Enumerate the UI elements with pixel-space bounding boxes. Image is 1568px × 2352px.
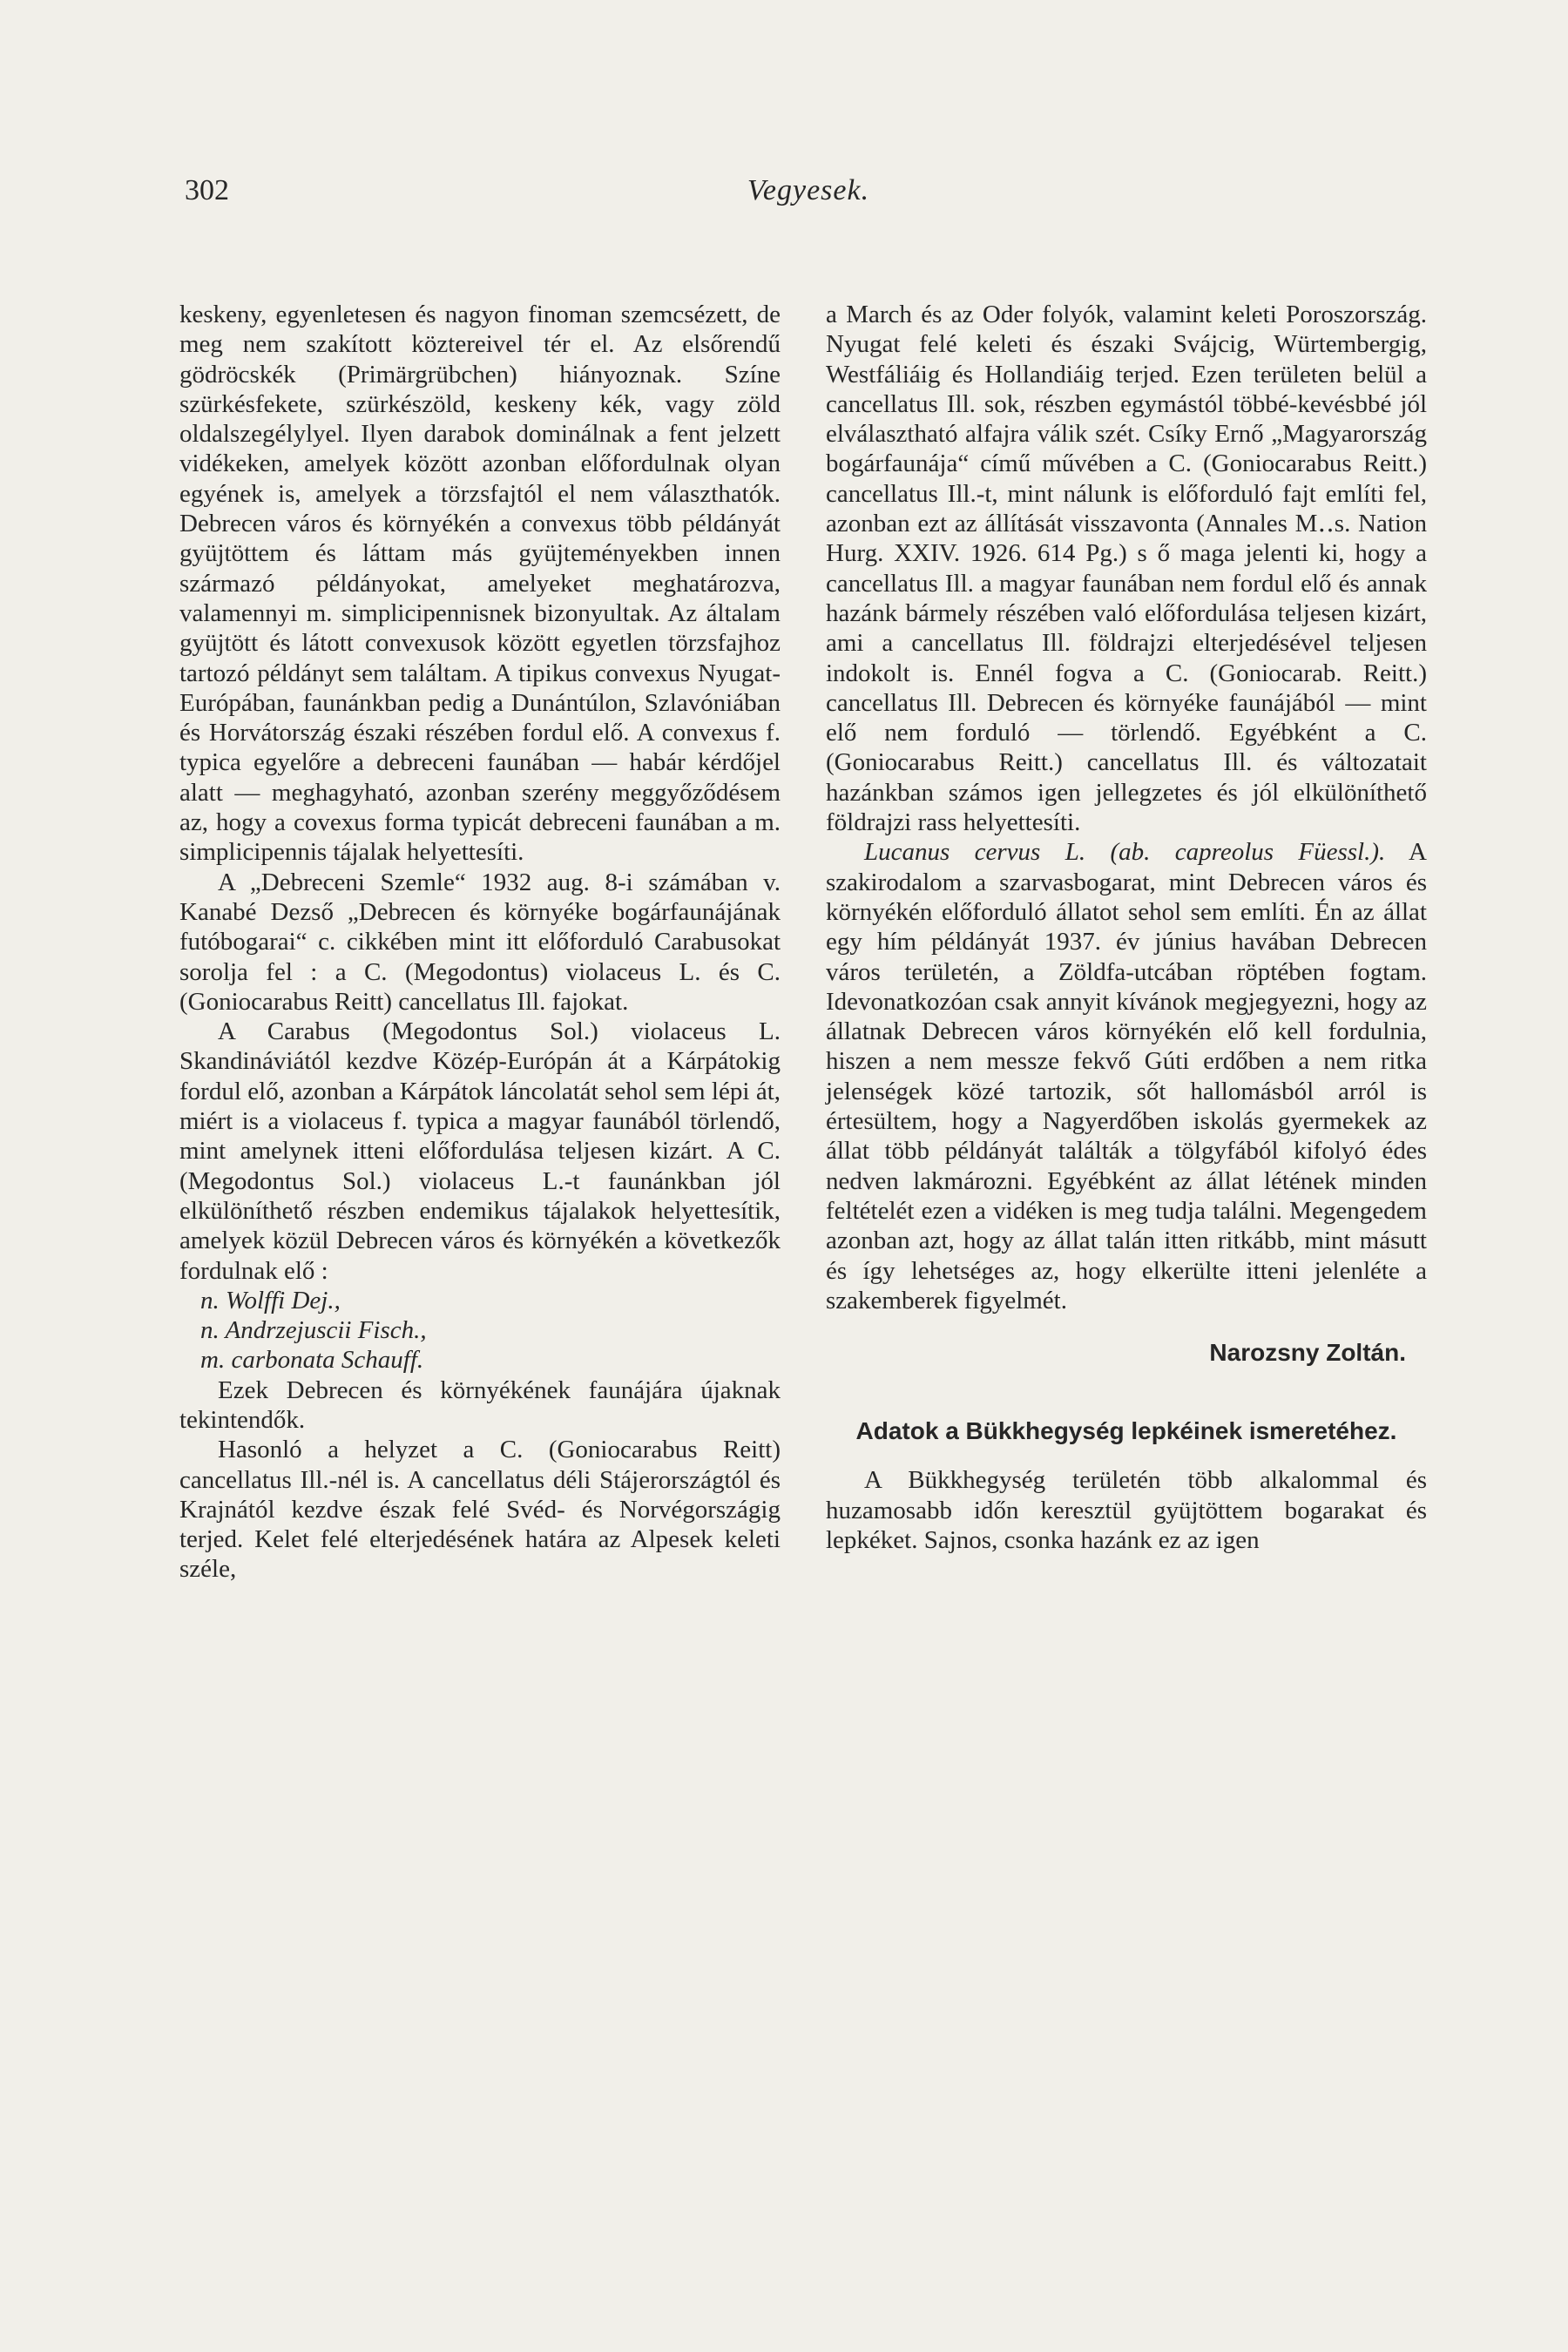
page-number: 302 (185, 174, 229, 206)
species-item: m. carbonata Schauff. (200, 1346, 424, 1375)
running-title: Vegyesek. (747, 174, 870, 206)
paragraph: a March és az Oder folyók, valamint keleti Poroszország. Nyugat felé keleti és északi Svájcig, Würtembergig, Westfáliáig és Hollandiáig terjed. Ezen területen belül a cancellatus Ill. sok, részben egymástól többé-kevésbbé jól elválasztható alfajra válik szét. Csíky Ernő „Magyarország bogárfaunája“ című művében a C. (Goniocarabus Reitt.) cancellatus Ill.-t, mint nálunk is előforduló fajt említi fel, azonban ezt az állítását visszavonta (Annales M‥s. Nation Hurg. XXIV. 1926. 614 Pg.) s ő maga jelenti ki, hogy a cancellatus Ill. a magyar faunában nem fordul elő és annak hazánk bármely részében való előfordulása teljesen kizárt, ami a cancellatus Ill. földrajzi elterjedésével teljesen indokolt is. Ennél fogva a C. (Goniocarab. Reitt.) cancellatus Ill. Debrecen és környéke faunájából — mint elő nem forduló — törlendő. Egyébként a C. (Goniocarabus Reitt.) cancellatus Ill. és változatait hazánkban számos igen jellegzetes és jól elkülöníthető földrajzi rass helyettesíti. (826, 301, 1427, 837)
paragraph: keskeny, egyenletesen és nagyon finoman szemcsézett, de meg nem szakított köztereivel tér el. Az elsőrendű gödröcskék (Primärgrübchen) hiányoznak. Színe szürkésfekete, szürkészöld, keskeny kék, vagy zöld oldalszegélylyel. Ilyen darabok dominálnak a fent jelzett vidékeken, amelyek között azonban előfordulnak olyan egyének is, amelyek a törzsfajtól el nem választhatók. Debrecen város és környékén a convexus több példányát gyüjtöttem és láttam más gyüjteményekben innen származó példányokat, amelyeket meghatározva, valamennyi m. simplicipennisnek bizonyultak. Az általam gyüjtött és látott convexusok között egyetlen törzsfajhoz tartozó példányt sem találtam. A tipikus convexus Nyugat-Európában, faunánkban pedig a Dunántúlon, Szlavóniában és Horvátország északi részében fordul elő. A convexus f. typica egyelőre a debreceni faunában — habár kérdőjel alatt — meghagyható, azonban szerény meggyőződésem az, hogy a covexus forma typicát debreceni faunában a m. simplicipennis tájalak helyettesíti. (179, 301, 781, 867)
paragraph: A Carabus (Megodontus Sol.) violaceus L. Skandináviától kezdve Közép-Európán át a Kárpátokig fordul elő, azonban a Kárpátok láncolatát sehol sem lépi át, miért is a violaceus f. typica a magyar faunából törlendő, mint amelynek itteni előfordulása teljesen kizárt. A C. (Megodontus Sol.) violaceus L.-t faunánkban jól elkülöníthető részben endemikus tájalakok helyettesítik, amelyek közül Debrecen város és környékén a következők fordulnak elő : (179, 1017, 781, 1285)
left-column (179, 300, 781, 1585)
paragraph (826, 837, 1427, 1315)
paragraph: A Bükkhegység területén több alkalommal és huzamosabb időn keresztül gyüjtöttem bogarakat és lepkéket. Sajnos, csonka hazánk ez az igen (826, 1466, 1427, 1554)
running-head (185, 174, 1432, 218)
paragraph: Hasonló a helyzet a C. (Goniocarabus Reitt) cancellatus Ill.-nél is. A cancellatus déli Stájerországtól és Krajnától kezdve észak felé Svéd- és Norvégországig terjed. Kelet felé elterjedésének határa az Alpesek keleti széle, (179, 1436, 781, 1584)
paragraph: A „Debreceni Szemle“ 1932 aug. 8-i számában v. Kanabé Dezső „Debrecen és környéke bogárfaunájának futóbogarai“ c. cikkében mint itt előforduló Carabusokat sorolja fel : a C. (Megodontus) violaceus L. és C. (Goniocarabus Reitt) cancellatus Ill. fajokat. (179, 868, 781, 1016)
paragraph: Ezek Debrecen és környékének faunájára újaknak tekintendők. (179, 1375, 781, 1434)
species-item: n. Wolffi Dej., (200, 1286, 341, 1315)
right-column (826, 300, 1427, 1555)
species-item: n. Andrzejuscii Fisch., (200, 1316, 427, 1345)
article-title: Adatok a Bükkhegység lepkéinek ismeretéhez. (855, 1417, 1397, 1445)
paragraph-text: A szakirodalom a szarvasbogarat, mint Debrecen város és környékén előforduló állatot sehol sem említi. Én az állat egy hím példányát 1937. év június havában Debrecen város területén, a Zöldfa-utcában röptében fogtam. Idevonatkozóan csak annyit kívánok megjegyezni, hogy az állatnak Debrecen város környékén elő kell fordulnia, hiszen a nem messze fekvő Gúti erdőben a nem ritka jelenségek közé tartozik, sőt hallomásból arról is értesültem, hogy a Nagyerdőben iskolás gyermekek az állat több példányát találták a tölgyfából kifolyó édes nedven lakmározni. Egyébként az állat létének minden feltételét ezen a vidéken is meg tudja találni. Megengedem azonban azt, hogy az állat talán itten ritkább, mint másutt és így lehetséges az, hogy elkerülte itteni jelenléte a szakemberek figyelmét. (826, 838, 1427, 1315)
author-signature: Narozsny Zoltán. (1209, 1339, 1406, 1367)
species-name: Lucanus cervus L. (ab. capreolus Füessl.). (864, 838, 1386, 867)
